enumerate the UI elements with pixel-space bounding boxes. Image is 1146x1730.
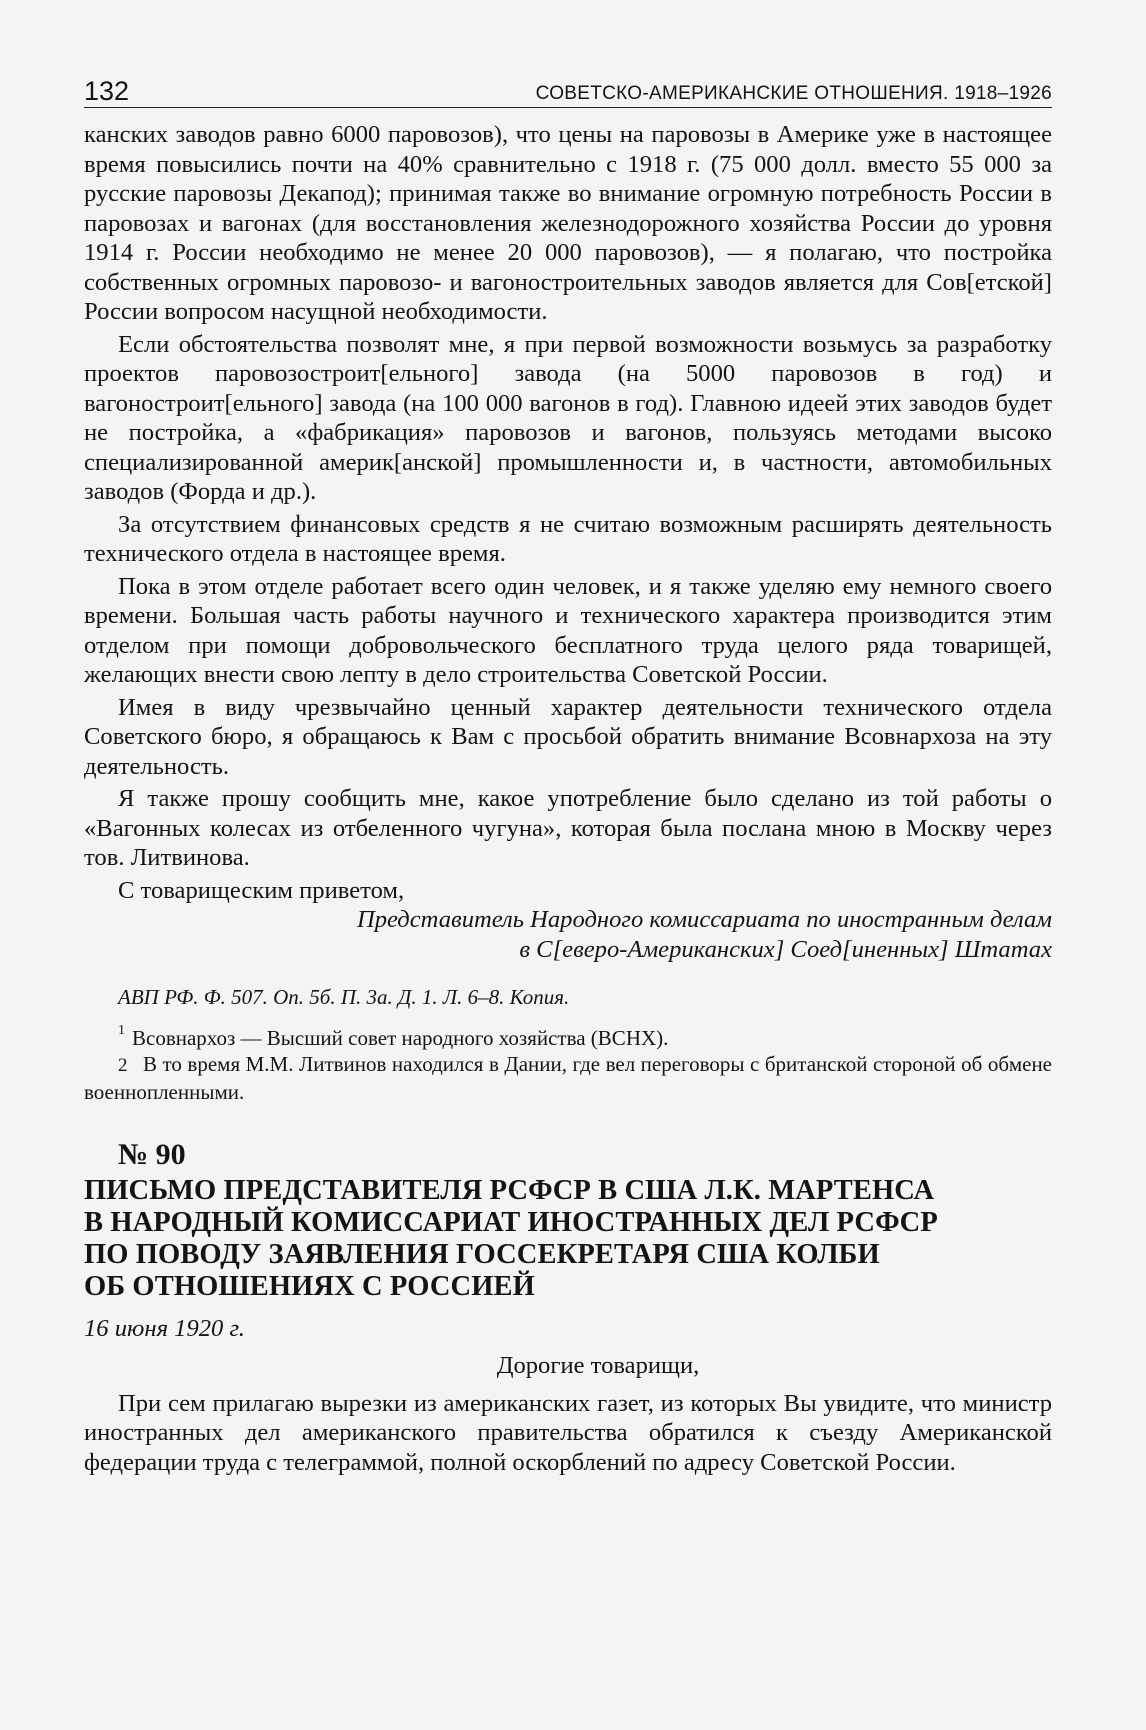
document-title-line: В НАРОДНЫЙ КОМИССАРИАТ ИНОСТРАННЫХ ДЕЛ РСФСР — [84, 1207, 938, 1238]
document-title-line: ПО ПОВОДУ ЗАЯВЛЕНИЯ ГОССЕКРЕТАРЯ США КОЛБИ — [84, 1239, 880, 1270]
archive-reference: АВП РФ. Ф. 507. Оп. 5б. П. 3а. Д. 1. Л. 6–8. Копия. — [118, 985, 570, 1009]
signature-line: Представитель Народного комиссариата по иностранным делам — [356, 906, 1052, 933]
closing: С товарищеским приветом, — [118, 876, 405, 904]
running-head — [84, 78, 1052, 108]
page-number: 132 — [84, 76, 130, 106]
salutation: Дорогие товарищи, — [496, 1352, 700, 1379]
document-title-line: ПИСЬМО ПРЕДСТАВИТЕЛЯ РСФСР В США Л.К. МАРТЕНСА — [84, 1175, 935, 1206]
paragraph: Имея в виду чрезвычайно ценный характер деятельности технического отдела Советского бюро, я обращаюсь к Вам с просьбой обратить внимание Всовнархоза на эту деятельность. — [84, 693, 1052, 780]
footnote — [84, 1025, 1052, 1051]
footnote-marker: 1 — [118, 1023, 125, 1038]
document-title-line: ОБ ОТНОШЕНИЯХ С РОССИЕЙ — [84, 1271, 535, 1302]
footnote-marker: 2 — [118, 1055, 128, 1076]
footnotes — [84, 1025, 1052, 1105]
paragraph: канских заводов равно 6000 паровозов), что цены на паровозы в Америке уже в настоящее время повысились почти на 40% сравнительно с 1918 г. (75 000 долл. вместо 55 000 за русские паровозы Декапод); принимая также во внимание огромную потребность России в паровозах и вагонах (для восстановления железнодорожного хозяйства России до уровня 1914 г. России необходимо не менее 20 000 паровозов), — я полагаю, что постройка собственных огромных паровозо- и вагоностроительных заводов является для Сов[етской] России вопросом насущной необходимости. — [84, 121, 1052, 325]
book-title: СОВЕТСКО-АМЕРИКАНСКИЕ ОТНОШЕНИЯ. 1918–1926 — [535, 83, 1052, 104]
document-number: № 90 — [118, 1138, 186, 1171]
paragraph: При сем прилагаю вырезки из американских газет, из которых Вы увидите, что министр иностранных дел американского правительства обратился к съезду Американской федерации труда с телеграммой, полной оскорблений по адресу Советской России. — [84, 1389, 1052, 1476]
document-title — [84, 1175, 1052, 1303]
paragraph: Если обстоятельства позволят мне, я при первой возможности возьмусь за разработку проектов паровозостроит[ельного] завода (на 5000 паровозов в год) и вагоностроит[ельного] завода (на 100 000 вагонов в год). Главною идеей этих заводов будет не постройка, а «фабрикация» паровозов и вагонов, пользуясь методами высоко специализированной америк[анской] промышленности и, в частности, автомобильных заводов (Форда и др.). — [84, 330, 1052, 505]
page-body — [84, 120, 1052, 1477]
document-date: 16 июня 1920 г. — [84, 1315, 245, 1342]
paragraph: Пока в этом отделе работает всего один человек, и я также уделяю ему немного своего времени. Большая часть работы научного и технического характера производится этим отделом при помощи добровольческого бесплатного труда целого ряда товарищей, желающих внести свою лепту в дело строительства Советской России. — [84, 572, 1052, 688]
footnote-text: Всовнархоз — Высший совет народного хозяйства (ВСНХ). — [132, 1026, 669, 1050]
paragraph: Я также прошу сообщить мне, какое употребление было сделано из той работы о «Вагонных колесах из отбеленного чугуна», которая была послана мною в Москву через тов. Литвинова. — [84, 785, 1052, 871]
footnote-text: В то время М.М. Литвинов находился в Дании, где вел переговоры с британской стороной об обмене военнопленными. — [84, 1052, 1053, 1104]
signature-line: в С[еверо-Американских] Соед[иненных] Штатах — [519, 935, 1052, 963]
footnote — [84, 1051, 1052, 1105]
book-page — [84, 78, 1052, 1480]
paragraph: За отсутствием финансовых средств я не считаю возможным расширять деятельность технического отдела в настоящее время. — [84, 510, 1052, 567]
